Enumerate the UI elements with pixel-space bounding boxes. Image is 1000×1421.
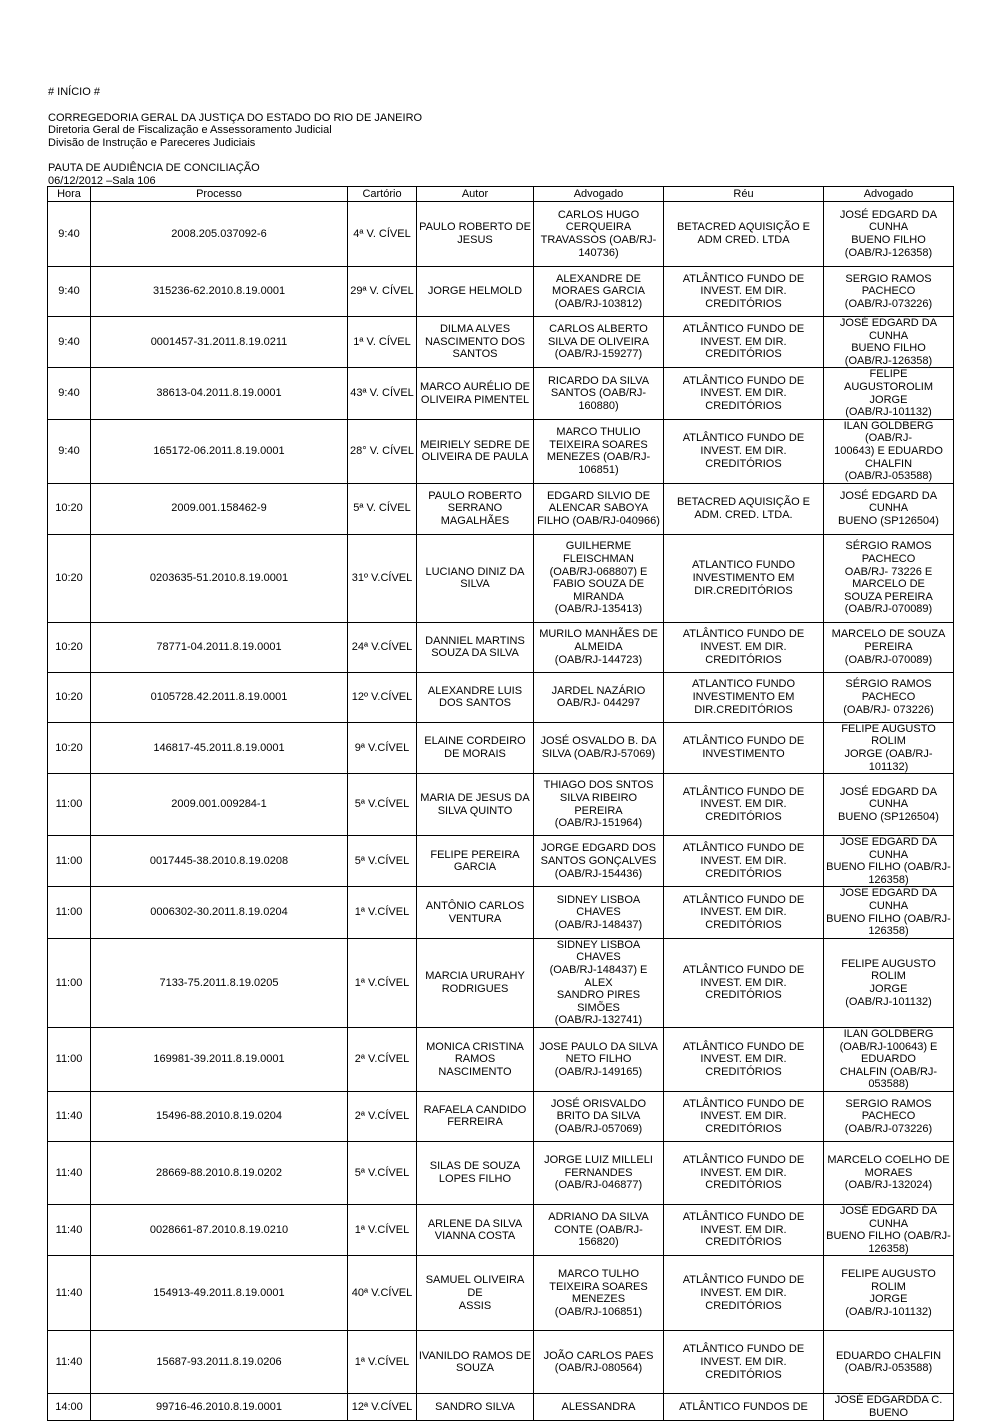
cell-advogado-autor: JORGE EDGARD DOS SANTOS GONÇALVES (OAB/RJ-154436): [534, 836, 664, 887]
cell-hora: 11:00: [48, 774, 91, 836]
start-marker: # INÍCIO #: [48, 86, 100, 98]
table-row: [48, 1256, 954, 1331]
cell-cartorio: 12ª V.CÍVEL: [348, 1394, 417, 1420]
cell-advogado-autor: MARCO THULIO TEIXEIRA SOARES MENEZES (OAB/RJ- 106851): [534, 419, 664, 483]
cell-cartorio: 5ª V.CÍVEL: [348, 836, 417, 887]
cell-autor: MARCO AURÉLIO DE OLIVEIRA PIMENTEL: [417, 368, 534, 419]
cell-hora: 9:40: [48, 267, 91, 317]
column-header-processo: Processo: [91, 187, 348, 202]
table-row: [48, 483, 954, 534]
cell-processo: 315236-62.2010.8.19.0001: [91, 267, 348, 317]
cell-processo: 7133-75.2011.8.19.0205: [91, 938, 348, 1027]
cell-autor: SAMUEL OLIVEIRA DE ASSIS: [417, 1256, 534, 1331]
cell-hora: 9:40: [48, 368, 91, 419]
cell-reu: ATLÂNTICO FUNDO DE INVEST. EM DIR. CREDITÓRIOS: [664, 419, 824, 483]
cell-autor: ALEXANDRE LUIS DOS SANTOS: [417, 672, 534, 722]
cell-reu: ATLÂNTICO FUNDO DE INVEST. EM DIR. CREDITÓRIOS: [664, 368, 824, 419]
cell-advogado-reu: JOSÉ EDGARD DA CUNHA BUENO FILHO (OAB/RJ-126358): [824, 317, 954, 368]
cell-advogado-reu: SERGIO RAMOS PACHECO (OAB/RJ-073226): [824, 267, 954, 317]
cell-cartorio: 1ª V.CÍVEL: [348, 1204, 417, 1255]
cell-advogado-reu: FELIPE AUGUSTO ROLIM JORGE (OAB/RJ-101132): [824, 938, 954, 1027]
table-row: [48, 1091, 954, 1141]
org-division: Divisão de Instrução e Pareceres Judiciais: [48, 136, 256, 149]
cell-hora: 11:00: [48, 836, 91, 887]
cell-advogado-reu: SÉRGIO RAMOS PACHECO OAB/RJ- 73226 E MARCELO DE SOUZA PEREIRA (OAB/RJ-070089): [824, 534, 954, 622]
cell-advogado-autor: SIDNEY LISBOA CHAVES (OAB/RJ-148437): [534, 887, 664, 938]
document-header: [48, 86, 422, 187]
cell-processo: 0006302-30.2011.8.19.0204: [91, 887, 348, 938]
column-header-cartorio: Cartório: [348, 187, 417, 202]
cell-autor: RAFAELA CANDIDO FERREIRA: [417, 1091, 534, 1141]
cell-processo: 146817-45.2011.8.19.0001: [91, 722, 348, 773]
cell-advogado-reu: JOSÉ EDGARD DA CUNHA BUENO (SP126504): [824, 774, 954, 836]
cell-reu: ATLÂNTICO FUNDO DE INVEST. EM DIR. CREDITÓRIOS: [664, 1331, 824, 1394]
cell-processo: 169981-39.2011.8.19.0001: [91, 1028, 348, 1092]
cell-processo: 38613-04.2011.8.19.0001: [91, 368, 348, 419]
org-name: CORREGEDORIA GERAL DA JUSTIÇA DO ESTADO DO RIO DE JANEIRO: [48, 111, 423, 124]
cell-autor: MONICA CRISTINA RAMOS NASCIMENTO: [417, 1028, 534, 1092]
cell-autor: LUCIANO DINIZ DA SILVA: [417, 534, 534, 622]
cell-autor: DILMA ALVES NASCIMENTO DOS SANTOS: [417, 317, 534, 368]
cell-advogado-reu: JOSE EDGARD DA CUNHA BUENO FILHO (OAB/RJ-126358): [824, 836, 954, 887]
table-row: [48, 672, 954, 722]
cell-hora: 10:20: [48, 722, 91, 773]
cell-cartorio: 1ª V.CÍVEL: [348, 938, 417, 1027]
cell-reu: ATLÂNTICO FUNDO DE INVEST. EM DIR. CREDITÓRIOS: [664, 1204, 824, 1255]
table-row: [48, 1141, 954, 1204]
table-row: [48, 1394, 954, 1420]
cell-reu: ATLÂNTICO FUNDO DE INVEST. EM DIR. CREDITÓRIOS: [664, 622, 824, 672]
cell-advogado-autor: RICARDO DA SILVA SANTOS (OAB/RJ- 160880): [534, 368, 664, 419]
table-row: [48, 317, 954, 368]
cell-hora: 9:40: [48, 419, 91, 483]
cell-cartorio: 24ª V.CÍVEL: [348, 622, 417, 672]
cell-advogado-reu: JOSÉ EDGARDDA C. BUENO: [824, 1394, 954, 1420]
cell-reu: ATLÂNTICO FUNDO DE INVEST. EM DIR. CREDITÓRIOS: [664, 1028, 824, 1092]
cell-reu: ATLÂNTICO FUNDO DE INVEST. EM DIR. CREDITÓRIOS: [664, 317, 824, 368]
cell-processo: 99716-46.2010.8.19.0001: [91, 1394, 348, 1420]
table-row: [48, 1331, 954, 1394]
cell-hora: 9:40: [48, 202, 91, 267]
cell-processo: 2009.001.158462-9: [91, 483, 348, 534]
cell-autor: SILAS DE SOUZA LOPES FILHO: [417, 1141, 534, 1204]
cell-advogado-autor: CARLOS ALBERTO SILVA DE OLIVEIRA (OAB/RJ-159277): [534, 317, 664, 368]
cell-hora: 11:40: [48, 1204, 91, 1255]
cell-cartorio: 28° V. CÍVEL: [348, 419, 417, 483]
cell-autor: JORGE HELMOLD: [417, 267, 534, 317]
table-row: [48, 534, 954, 622]
cell-cartorio: 1ª V.CÍVEL: [348, 887, 417, 938]
cell-autor: PAULO ROBERTO DE JESUS: [417, 202, 534, 267]
table-row: [48, 836, 954, 887]
cell-autor: MARCIA URURAHY RODRIGUES: [417, 938, 534, 1027]
cell-advogado-autor: ADRIANO DA SILVA CONTE (OAB/RJ-156820): [534, 1204, 664, 1255]
cell-processo: 154913-49.2011.8.19.0001: [91, 1256, 348, 1331]
table-row: [48, 938, 954, 1027]
cell-cartorio: 5ª V.CÍVEL: [348, 774, 417, 836]
table-row: [48, 887, 954, 938]
cell-cartorio: 12º V.CÍVEL: [348, 672, 417, 722]
cell-hora: 10:20: [48, 483, 91, 534]
cell-processo: 2008.205.037092-6: [91, 202, 348, 267]
cell-cartorio: 31º V.CÍVEL: [348, 534, 417, 622]
table-row: [48, 722, 954, 773]
cell-reu: ATLANTICO FUNDO INVESTIMENTO EM DIR.CREDITÓRIOS: [664, 672, 824, 722]
cell-advogado-autor: SIDNEY LISBOA CHAVES (OAB/RJ-148437) E ALEX SANDRO PIRES SIMÕES (OAB/RJ-132741): [534, 938, 664, 1027]
cell-autor: DANNIEL MARTINS SOUZA DA SILVA: [417, 622, 534, 672]
cell-autor: PAULO ROBERTO SERRANO MAGALHÃES: [417, 483, 534, 534]
table-row: [48, 774, 954, 836]
cell-cartorio: 40ª V.CÍVEL: [348, 1256, 417, 1331]
cell-reu: ATLÂNTICO FUNDO DE INVEST. EM DIR. CREDITÓRIOS: [664, 1256, 824, 1331]
cell-cartorio: 2ª V.CÍVEL: [348, 1028, 417, 1092]
cell-reu: ATLÂNTICO FUNDO DE INVEST. EM DIR. CREDITÓRIOS: [664, 938, 824, 1027]
cell-reu: BETACRED AQUISIÇÃO E ADM. CRED. LTDA.: [664, 483, 824, 534]
cell-processo: 15496-88.2010.8.19.0204: [91, 1091, 348, 1141]
table-row: [48, 419, 954, 483]
cell-hora: 11:40: [48, 1141, 91, 1204]
table-row: [48, 368, 954, 419]
cell-processo: 78771-04.2011.8.19.0001: [91, 622, 348, 672]
cell-advogado-reu: JOSÉ EDGARD DA CUNHA BUENO (SP126504): [824, 483, 954, 534]
cell-cartorio: 4ª V. CÍVEL: [348, 202, 417, 267]
cell-advogado-reu: ILAN GOLDBERG (OAB/RJ-100643) E EDUARDO CHALFIN (OAB/RJ-053588): [824, 1028, 954, 1092]
cell-processo: 2009.001.009284-1: [91, 774, 348, 836]
cell-reu: ATLÂNTICO FUNDO DE INVEST. EM DIR. CREDITÓRIOS: [664, 1091, 824, 1141]
date-room: 06/12/2012 –Sala 106: [48, 174, 156, 187]
document-title: PAUTA DE AUDIÊNCIA DE CONCILIAÇÃO: [48, 162, 260, 174]
cell-advogado-reu: EDUARDO CHALFIN (OAB/RJ-053588): [824, 1331, 954, 1394]
cell-hora: 11:40: [48, 1331, 91, 1394]
cell-advogado-reu: FELIPE AUGUSTO ROLIM JORGE (OAB/RJ-101132): [824, 722, 954, 773]
cell-advogado-reu: MARCELO DE SOUZA PEREIRA (OAB/RJ-070089): [824, 622, 954, 672]
cell-processo: 0017445-38.2010.8.19.0208: [91, 836, 348, 887]
cell-advogado-reu: ILAN GOLDBERG (OAB/RJ- 100643) E EDUARDO CHALFIN (OAB/RJ-053588): [824, 419, 954, 483]
cell-reu: ATLÂNTICO FUNDO DE INVEST. EM DIR. CREDITÓRIOS: [664, 774, 824, 836]
table-row: [48, 1028, 954, 1092]
table-row: [48, 202, 954, 267]
cell-cartorio: 43ª V. CÍVEL: [348, 368, 417, 419]
cell-processo: 15687-93.2011.8.19.0206: [91, 1331, 348, 1394]
cell-advogado-autor: THIAGO DOS SNTOS SILVA RIBEIRO PEREIRA (OAB/RJ-151964): [534, 774, 664, 836]
cell-reu: ATLÂNTICO FUNDO DE INVEST. EM DIR. CREDITÓRIOS: [664, 267, 824, 317]
cell-cartorio: 1ª V.CÍVEL: [348, 1331, 417, 1394]
cell-advogado-autor: JOSE PAULO DA SILVA NETO FILHO (OAB/RJ-149165): [534, 1028, 664, 1092]
table-row: [48, 622, 954, 672]
cell-autor: SANDRO SILVA: [417, 1394, 534, 1420]
cell-autor: IVANILDO RAMOS DE SOUZA: [417, 1331, 534, 1394]
cell-cartorio: 1ª V. CÍVEL: [348, 317, 417, 368]
cell-cartorio: 5ª V. CÍVEL: [348, 483, 417, 534]
cell-advogado-autor: JORGE LUIZ MILLELI FERNANDES (OAB/RJ-046877): [534, 1141, 664, 1204]
cell-advogado-reu: JOSÉ EDGARD DA CUNHA BUENO FILHO (OAB/RJ-126358): [824, 1204, 954, 1255]
cell-autor: ARLENE DA SILVA VIANNA COSTA: [417, 1204, 534, 1255]
cell-advogado-reu: JOSÉ EDGARD DA CUNHA BUENO FILHO (OAB/RJ-126358): [824, 202, 954, 267]
table-body: [48, 202, 954, 1421]
cell-advogado-reu: SERGIO RAMOS PACHECO (OAB/RJ-073226): [824, 1091, 954, 1141]
cell-cartorio: 5ª V.CÍVEL: [348, 1141, 417, 1204]
cell-advogado-reu: FELIPE AUGUSTOROLIM JORGE (OAB/RJ-101132): [824, 368, 954, 419]
cell-reu: BETACRED AQUISIÇÃO E ADM CRED. LTDA: [664, 202, 824, 267]
cell-autor: MEIRIELY SEDRE DE OLIVEIRA DE PAULA: [417, 419, 534, 483]
cell-autor: FELIPE PEREIRA GARCIA: [417, 836, 534, 887]
cell-hora: 11:40: [48, 1091, 91, 1141]
cell-reu: ATLÂNTICO FUNDO DE INVEST. EM DIR. CREDITÓRIOS: [664, 1141, 824, 1204]
column-header-advogado-reu: Advogado: [824, 187, 954, 202]
cell-hora: 10:20: [48, 534, 91, 622]
cell-reu: ATLÂNTICO FUNDOS DE: [664, 1394, 824, 1420]
cell-reu: ATLANTICO FUNDO INVESTIMENTO EM DIR.CREDITÓRIOS: [664, 534, 824, 622]
cell-advogado-reu: JOSE EDGARD DA CUNHA BUENO FILHO (OAB/RJ-126358): [824, 887, 954, 938]
cell-processo: 0105728.42.2011.8.19.0001: [91, 672, 348, 722]
cell-cartorio: 9ª V.CÍVEL: [348, 722, 417, 773]
column-header-hora: Hora: [48, 187, 91, 202]
cell-cartorio: 2ª V.CÍVEL: [348, 1091, 417, 1141]
cell-hora: 11:00: [48, 887, 91, 938]
cell-advogado-reu: SÉRGIO RAMOS PACHECO (OAB/RJ- 073226): [824, 672, 954, 722]
cell-advogado-autor: ALEXANDRE DE MORAES GARCIA (OAB/RJ-103812): [534, 267, 664, 317]
cell-advogado-autor: GUILHERME FLEISCHMAN (OAB/RJ-068807) E FABIO SOUZA DE MIRANDA (OAB/RJ-135413): [534, 534, 664, 622]
table-header-row: [48, 187, 954, 202]
cell-advogado-autor: JOSÉ OSVALDO B. DA SILVA (OAB/RJ-57069): [534, 722, 664, 773]
cell-hora: 9:40: [48, 317, 91, 368]
cell-autor: MARIA DE JESUS DA SILVA QUINTO: [417, 774, 534, 836]
cell-hora: 11:00: [48, 1028, 91, 1092]
org-directorate: Diretoria Geral de Fiscalização e Assessoramento Judicial: [48, 124, 332, 136]
cell-processo: 0028661-87.2010.8.19.0210: [91, 1204, 348, 1255]
cell-autor: ANTÔNIO CARLOS VENTURA: [417, 887, 534, 938]
cell-hora: 14:00: [48, 1394, 91, 1420]
cell-advogado-autor: CARLOS HUGO CERQUEIRA TRAVASSOS (OAB/RJ- 140736): [534, 202, 664, 267]
cell-advogado-autor: EDGARD SILVIO DE ALENCAR SABOYA FILHO (OAB/RJ-040966): [534, 483, 664, 534]
table-row: [48, 1204, 954, 1255]
cell-cartorio: 29ª V. CÍVEL: [348, 267, 417, 317]
cell-advogado-autor: JARDEL NAZÁRIO OAB/RJ- 044297: [534, 672, 664, 722]
cell-reu: ATLÂNTICO FUNDO DE INVEST. EM DIR. CREDITÓRIOS: [664, 887, 824, 938]
column-header-autor: Autor: [417, 187, 534, 202]
column-header-advogado-autor: Advogado: [534, 187, 664, 202]
cell-advogado-reu: FELIPE AUGUSTO ROLIM JORGE (OAB/RJ-101132): [824, 1256, 954, 1331]
cell-advogado-autor: ALESSANDRA: [534, 1394, 664, 1420]
cell-advogado-autor: MURILO MANHÃES DE ALMEIDA (OAB/RJ-144723): [534, 622, 664, 672]
cell-processo: 28669-88.2010.8.19.0202: [91, 1141, 348, 1204]
cell-hora: 11:40: [48, 1256, 91, 1331]
hearing-schedule-table: [47, 186, 954, 1421]
cell-hora: 11:00: [48, 938, 91, 1027]
cell-advogado-reu: MARCELO COELHO DE MORAES (OAB/RJ-132024): [824, 1141, 954, 1204]
cell-autor: ELAINE CORDEIRO DE MORAIS: [417, 722, 534, 773]
cell-advogado-autor: MARCO TULHO TEIXEIRA SOARES MENEZES (OAB/RJ-106851): [534, 1256, 664, 1331]
cell-hora: 10:20: [48, 622, 91, 672]
column-header-reu: Réu: [664, 187, 824, 202]
cell-processo: 0001457-31.2011.8.19.0211: [91, 317, 348, 368]
cell-processo: 0203635-51.2010.8.19.0001: [91, 534, 348, 622]
cell-hora: 10:20: [48, 672, 91, 722]
cell-reu: ATLÂNTICO FUNDO DE INVESTIMENTO: [664, 722, 824, 773]
table-row: [48, 267, 954, 317]
cell-reu: ATLÂNTICO FUNDO DE INVEST. EM DIR. CREDITÓRIOS: [664, 836, 824, 887]
cell-processo: 165172-06.2011.8.19.0001: [91, 419, 348, 483]
cell-advogado-autor: JOSÉ ORISVALDO BRITO DA SILVA (OAB/RJ-057069): [534, 1091, 664, 1141]
cell-advogado-autor: JOÃO CARLOS PAES (OAB/RJ-080564): [534, 1331, 664, 1394]
